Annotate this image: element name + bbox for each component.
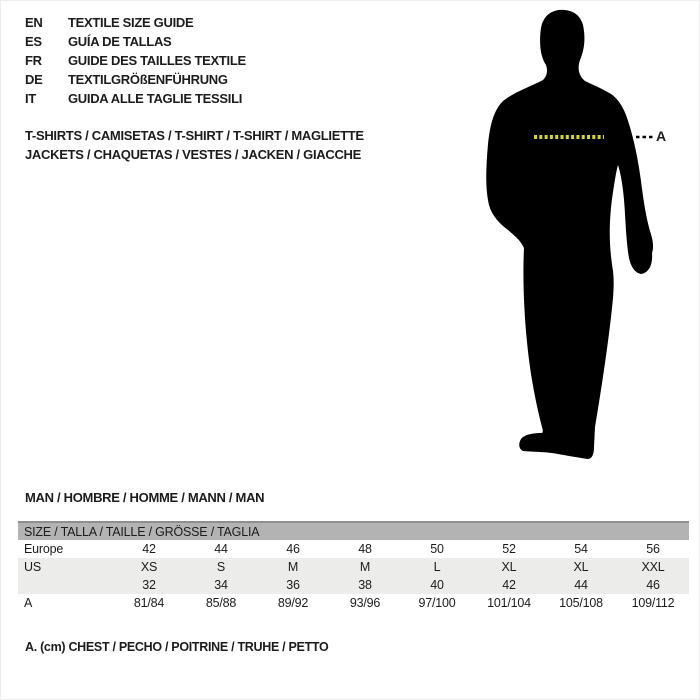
row-label: US	[24, 560, 41, 574]
size-cell: 50	[430, 542, 444, 556]
size-cell: 34	[214, 578, 228, 592]
category-tshirts: T-SHIRTS / CAMISETAS / T-SHIRT / T-SHIRT / MAGLIETTE	[25, 128, 364, 143]
language-code: IT	[25, 91, 36, 106]
language-title: GUIDE DES TAILLES TEXTILE	[68, 53, 246, 68]
table-row-us-numeric	[18, 576, 689, 594]
size-cell: 56	[646, 542, 660, 556]
size-cell: 42	[142, 542, 156, 556]
size-cell: 85/88	[205, 596, 237, 610]
size-cell: 54	[574, 542, 588, 556]
row-label	[18, 576, 113, 594]
size-table-header: SIZE / TALLA / TAILLE / GRÖSSE / TAGLIA	[18, 522, 689, 540]
language-title: TEXTILGRÖßENFÜHRUNG	[68, 72, 228, 87]
row-label: Europe	[24, 542, 64, 556]
man-silhouette-icon	[486, 10, 653, 459]
size-cell: 101/104	[487, 596, 531, 610]
size-cell: 48	[358, 542, 372, 556]
table-row-us	[18, 558, 689, 576]
size-cell: 38	[358, 578, 372, 592]
language-code: DE	[25, 72, 43, 87]
size-cell: M	[359, 560, 371, 574]
size-cell: 44	[574, 578, 588, 592]
size-cell: 81/84	[133, 596, 165, 610]
category-jackets: JACKETS / CHAQUETAS / VESTES / JACKEN / GIACCHE	[25, 147, 361, 162]
size-cell: S	[216, 560, 226, 574]
table-row-chest-cm	[18, 594, 689, 612]
size-cell: 46	[646, 578, 660, 592]
size-cell: 89/92	[277, 596, 309, 610]
size-cell: 52	[502, 542, 516, 556]
size-cell: XL	[501, 560, 517, 574]
size-cell: 97/100	[418, 596, 456, 610]
size-cell: 40	[430, 578, 444, 592]
section-title-man: MAN / HOMBRE / HOMME / MANN / MAN	[25, 490, 265, 505]
language-code: EN	[25, 15, 43, 30]
table-row-europe	[18, 540, 689, 558]
row-label: A	[24, 596, 33, 610]
language-title: TEXTILE SIZE GUIDE	[68, 15, 194, 30]
size-cell: XXL	[641, 560, 665, 574]
size-cell: 93/96	[349, 596, 381, 610]
size-cell: XL	[573, 560, 589, 574]
measurement-footnote: A. (cm) CHEST / PECHO / POITRINE / TRUHE / PETTO	[25, 640, 329, 654]
language-code: FR	[25, 53, 42, 68]
size-cell: 36	[286, 578, 300, 592]
size-cell: L	[433, 560, 441, 574]
language-title: GUÍA DE TALLAS	[68, 34, 172, 49]
language-code: ES	[25, 34, 42, 49]
size-table	[18, 521, 689, 612]
size-cell: XS	[140, 560, 158, 574]
size-cell: 105/108	[559, 596, 603, 610]
language-title: GUIDA ALLE TAGLIE TESSILI	[68, 91, 243, 106]
measure-label-a: A	[656, 128, 667, 144]
size-cell: 44	[214, 542, 228, 556]
size-cell: 46	[286, 542, 300, 556]
size-cell: 32	[142, 578, 156, 592]
size-table-header-row	[18, 522, 689, 540]
size-cell: 109/112	[631, 596, 675, 610]
size-cell: M	[287, 560, 299, 574]
size-cell: 42	[502, 578, 516, 592]
